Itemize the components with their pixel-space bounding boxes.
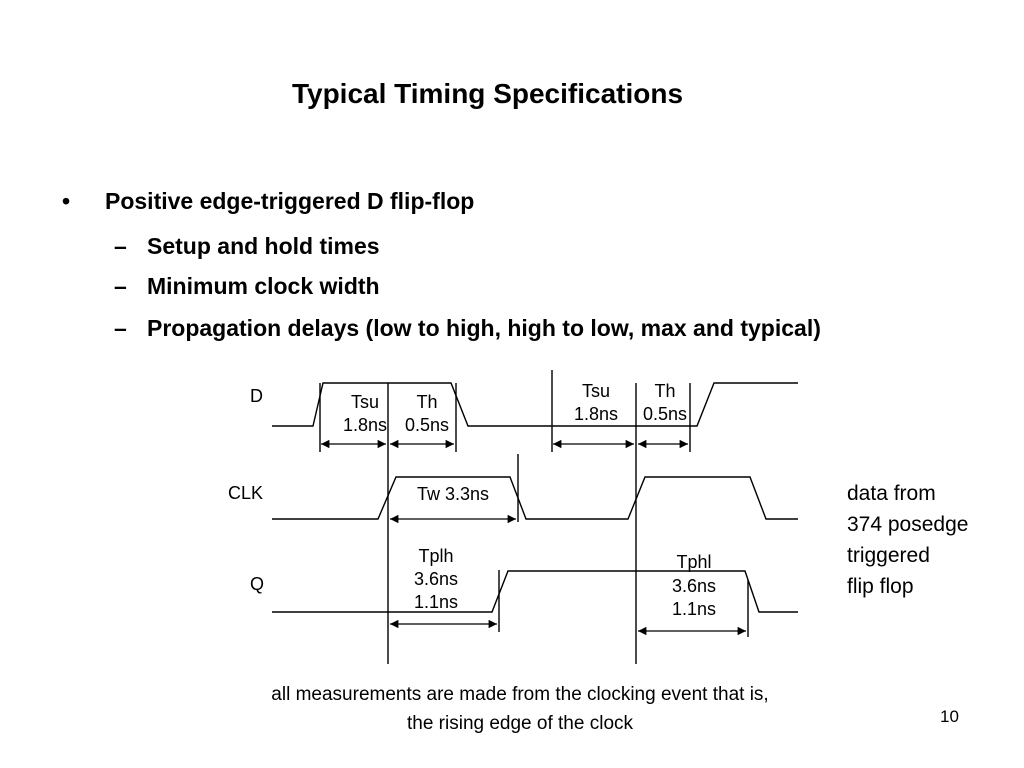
sub-bullet-mark: – xyxy=(114,315,127,341)
sub-bullet-text: Setup and hold times xyxy=(147,233,380,259)
th1-name: Th xyxy=(416,392,438,412)
th2-value: 0.5ns xyxy=(642,404,688,424)
side-note-line: 374 posedge xyxy=(847,513,969,536)
signal-label-q: Q xyxy=(250,574,265,594)
tw-label: Tw 3.3ns xyxy=(416,484,490,504)
tsu2-name: Tsu xyxy=(581,381,611,401)
signal-label-clk: CLK xyxy=(228,483,264,503)
bullet-main-text: Positive edge-triggered D flip-flop xyxy=(105,188,475,214)
sub-bullet-mark: – xyxy=(114,233,127,259)
side-note-line: data from xyxy=(847,482,936,505)
signal-label-d: D xyxy=(250,386,263,406)
footer-note xyxy=(200,680,840,738)
clk-waveform xyxy=(272,477,798,519)
tsu2-value: 1.8ns xyxy=(573,404,619,424)
tplh-name: Tplh xyxy=(418,546,454,566)
footer-line: the rising edge of the clock xyxy=(406,713,634,734)
th2-name: Th xyxy=(654,381,676,401)
sub-bullet-mark: – xyxy=(114,273,127,299)
tphl-name: Tphl xyxy=(676,552,712,572)
tphl-typ: 1.1ns xyxy=(671,599,717,619)
slide-title: Typical Timing Specifications xyxy=(291,78,684,109)
sub-bullet-text: Propagation delays (low to high, high to low, max and typical) xyxy=(147,315,821,341)
th1-value: 0.5ns xyxy=(404,415,450,435)
tplh-max: 3.6ns xyxy=(413,569,459,589)
tphl-max: 3.6ns xyxy=(671,576,717,596)
tplh-typ: 1.1ns xyxy=(413,592,459,612)
page-number: 10 xyxy=(940,707,959,726)
sub-bullet-text: Minimum clock width xyxy=(147,273,380,299)
side-note-line: triggered xyxy=(847,544,930,567)
q-waveform xyxy=(272,571,798,612)
tsu1-name: Tsu xyxy=(350,392,380,412)
bullet-mark: • xyxy=(62,188,71,214)
footer-line: all measurements are made from the clocking event that is, xyxy=(271,684,769,705)
tsu1-value: 1.8ns xyxy=(342,415,388,435)
side-note xyxy=(847,478,968,602)
side-note-line: flip flop xyxy=(847,575,914,598)
